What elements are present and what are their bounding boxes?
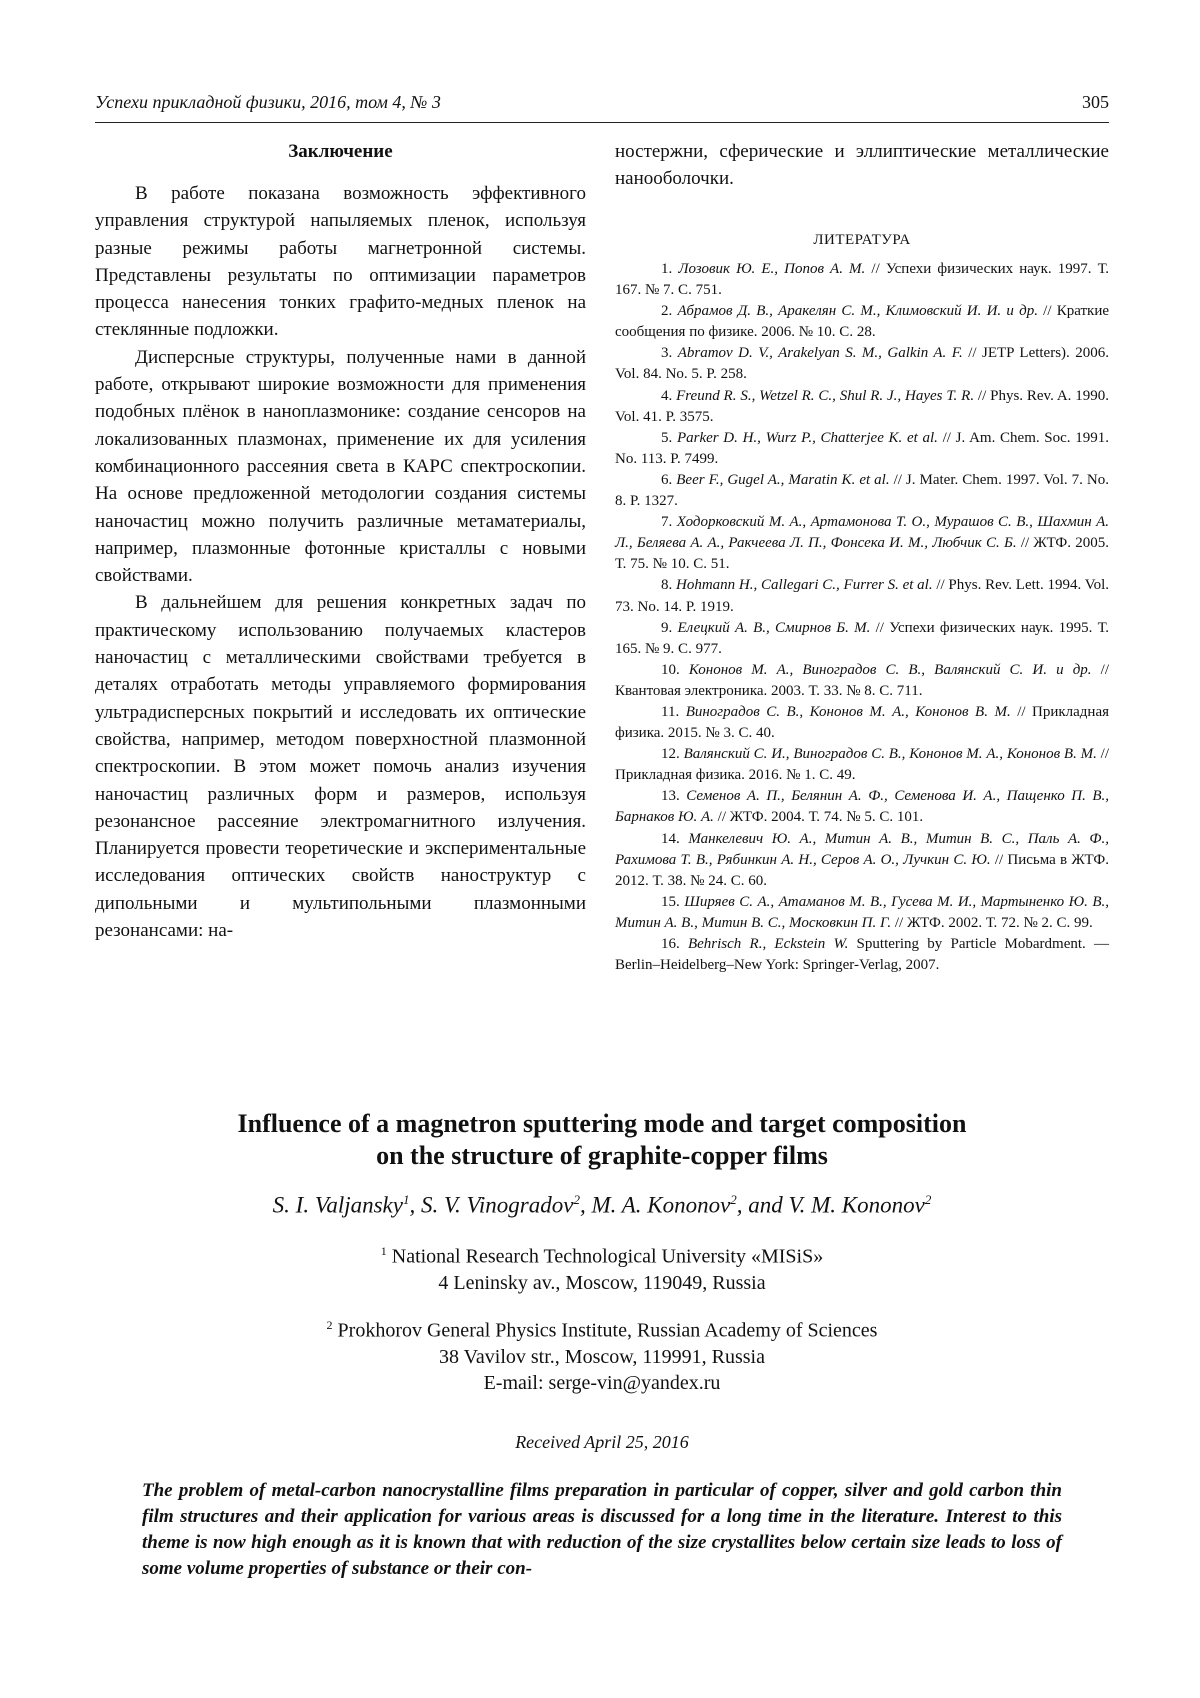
reference-number: 12. <box>661 746 680 763</box>
author-affiliation-mark: 1 <box>402 1192 410 1207</box>
reference-item <box>615 829 1109 892</box>
conclusion-paragraph: Дисперсные структуры, полученные нами в данной работе, открывают широкие возможности для применения подобных плёнок в наноплазмонике: создание сенсоров на локализованных плазмонах, применение их для усиления комбинационного рассеяния света в КАРС спектроскопии. На основе предложенной методологии создания системы наночастиц можно получить различные метаматериалы, например, плазмонные фотонные кристаллы с новыми свойствами. <box>95 346 586 587</box>
conclusion-section <box>95 140 586 944</box>
reference-source: // Успехи физических наук. 1995. Т. 165. № 9. С. 977. <box>615 619 1110 657</box>
reference-source: // Phys. Rev. Lett. 1994. Vol. 73. No. 14. P. 1919. <box>615 577 1110 615</box>
conclusion-paragraph: В работе показана возможность эффективного управления структурой напыляемых пленок, используя разные режимы работы магнетронной системы. Представлены результаты по оптимизации параметров процесса нанесения тонких графито-медных пленок на стеклянные подложки. <box>95 183 586 341</box>
author-affiliation-mark: 2 <box>924 1192 932 1207</box>
reference-source: // Phys. Rev. A. 1990. Vol. 41. P. 3575. <box>615 387 1110 425</box>
reference-item <box>615 386 1109 428</box>
conclusion-continuation: ностержни, сферические и эллиптические металлические нанооболочки. <box>615 141 1109 189</box>
reference-authors: Манкелевич Ю. А., Митин А. В., Митин В. С., Паль А. Ф., Рахимова Т. В., Рябинкин А. Н., Серов А. О., Лучкин С. Ю. <box>615 830 1109 868</box>
reference-source: // Успехи физических наук. 1997. Т. 167. № 7. С. 751. <box>615 261 1110 299</box>
affiliation-2 <box>95 1312 1109 1396</box>
reference-authors: Hohmann H., Callegari C., Furrer S. et al. <box>676 577 933 594</box>
reference-authors: Кононов М. А., Виноградов С. В., Валянский С. И. и др. <box>688 661 1092 678</box>
reference-source: // Прикладная физика. 2015. № 3. С. 40. <box>615 703 1110 742</box>
reference-source: // Письма в ЖТФ. 2012. Т. 38. № 24. С. 60. <box>615 851 1109 889</box>
reference-item <box>615 343 1109 385</box>
references-title: ЛИТЕРАТУРА <box>813 232 911 248</box>
reference-authors: Abramov D. V., Arakelyan S. M., Galkin A. F. <box>677 345 963 362</box>
reference-authors: Beer F., Gugel A., Maratin K. et al. <box>676 471 890 488</box>
contact-email: E-mail: serge-vin@yandex.ru <box>483 1371 721 1394</box>
reference-source: // ЖТФ. 2005. Т. 75. № 10. С. 51. <box>615 535 1109 573</box>
reference-source: // Квантовая электроника. 2003. Т. 33. № 8. С. 711. <box>615 661 1109 699</box>
author-name: S. V. Vinogradov <box>420 1192 574 1218</box>
reference-number: 13. <box>661 788 680 805</box>
affiliation-1 <box>95 1238 1109 1296</box>
affiliation-address: 38 Vavilov str., Moscow, 119991, Russia <box>439 1345 765 1368</box>
paper-title-line: Influence of a magnetron sputtering mode and target composition <box>237 1109 967 1138</box>
reference-number: 3. <box>661 345 673 362</box>
reference-item <box>615 301 1109 343</box>
reference-source: // ЖТФ. 2004. Т. 74. № 5. С. 101. <box>713 809 924 826</box>
paper-title <box>95 1108 1109 1172</box>
reference-source: // Краткие сообщения по физике. 2006. № 10. С. 28. <box>615 303 1110 341</box>
affiliation-mark: 1 <box>380 1244 387 1258</box>
reference-source: // J. Am. Chem. Soc. 1991. No. 113. P. 7499. <box>615 429 1109 467</box>
references-list <box>615 259 1109 976</box>
reference-item <box>615 470 1109 512</box>
reference-item <box>615 428 1109 470</box>
reference-authors: Behrisch R., Eckstein W. <box>687 936 849 952</box>
journal-title: Успехи прикладной физики, 2016, том 4, № 3 <box>95 92 441 112</box>
affiliation-name: Prokhorov General Physics Institute, Russian Academy of Sciences <box>337 1319 878 1342</box>
reference-number: 1. <box>661 261 673 277</box>
reference-authors: Абрамов Д. В., Аракелян С. М., Климовский И. И. и др. <box>677 303 1038 320</box>
reference-authors: Ширяев С. А., Атаманов М. В., Гусева М. И., Мартыненко Ю. В., Митин А. В., Митин В. С., Московкин П. Г. <box>615 893 1109 931</box>
author-affiliation-mark: 2 <box>573 1192 580 1207</box>
author-list <box>95 1192 1109 1219</box>
reference-authors: Валянский С. И., Виноградов С. В., Кононов М. А., Кононов В. М. <box>683 746 1097 763</box>
author-name: S. I. Valjansky <box>272 1192 403 1218</box>
affiliation-name: National Research Technological University «MISiS» <box>391 1245 824 1268</box>
author-separator: , <box>409 1192 421 1218</box>
affiliation-mark: 2 <box>326 1318 333 1332</box>
page-number: 305 <box>1082 92 1109 112</box>
reference-source: // ЖТФ. 2002. Т. 72. № 2. С. 99. <box>891 914 1093 931</box>
reference-item <box>615 575 1109 617</box>
reference-source: Sputtering by Particle Mobardment. — Berlin–Heidelberg–New York: Springer-Verlag, 2007. <box>615 936 1110 974</box>
reference-authors: Лозовик Ю. Е., Попов А. М. <box>678 261 866 277</box>
reference-item <box>615 892 1109 934</box>
reference-number: 16. <box>661 936 680 952</box>
reference-authors: Freund R. S., Wetzel R. C., Shul R. J., Hayes T. R. <box>676 387 975 404</box>
reference-number: 6. <box>661 471 673 488</box>
reference-source: // Прикладная физика. 2016. № 1. С. 49. <box>615 746 1110 784</box>
reference-number: 5. <box>661 429 673 446</box>
reference-number: 4. <box>661 387 673 404</box>
paper-title-line: on the structure of graphite-copper films <box>376 1141 828 1170</box>
reference-item <box>615 259 1109 301</box>
conclusion-title: Заключение <box>288 141 393 162</box>
reference-item <box>615 618 1109 660</box>
reference-number: 8. <box>661 577 673 594</box>
reference-item <box>615 660 1109 702</box>
reference-source: // JETP Letters). 2006. Vol. 84. No. 5. P. 258. <box>615 345 1110 383</box>
reference-item <box>615 934 1109 976</box>
author-name: V. M. Kononov <box>788 1192 925 1218</box>
author-separator: , and <box>736 1192 789 1218</box>
reference-number: 7. <box>661 514 673 531</box>
reference-authors: Елецкий А. В., Смирнов Б. М. <box>677 619 871 636</box>
reference-item <box>615 702 1109 744</box>
author-name: M. A. Kononov <box>591 1192 731 1218</box>
reference-number: 11. <box>661 703 680 720</box>
reference-authors: Виноградов С. В., Кононов М. А., Кононов В. М. <box>685 703 1011 720</box>
reference-source: // J. Mater. Chem. 1997. Vol. 7. No. 8. P. 1327. <box>615 471 1110 510</box>
running-header <box>95 92 1109 123</box>
abstract: The problem of metal-carbon nanocrystalline films preparation in particular of copper, silver and gold carbon thin film structures and their application for various areas is discussed for a long time in the literature. Interest to this theme is now high enough as it is known that with reduction of the size crystallites below certain size leads to loss of some volume properties of substance or their con- <box>142 1480 1062 1579</box>
received-date: Received April 25, 2016 <box>515 1432 689 1452</box>
reference-item <box>615 512 1109 575</box>
reference-item <box>615 744 1109 786</box>
reference-item <box>615 786 1109 828</box>
affiliation-address: 4 Leninsky av., Moscow, 119049, Russia <box>438 1271 766 1294</box>
conclusion-paragraph: В дальнейшем для решения конкретных задач по практическому использованию получаемых кластеров наночастиц с металлическими свойствами требуется в деталях отработать методы управляемого формирования ультрадисперсных покрытий и исследовать их оптические свойства, например, методом поверхностной плазмонной спектроскопии. В этом может помочь анализ изучения наночастиц различных форм и размеров, используя резонансное рассеяние электромагнитного излучения. Планируется провести теоретические и экспериментальные исследования оптических свойств наноструктур с дипольными и мультипольными плазмонными резонансами: на- <box>95 592 586 942</box>
reference-authors: Семенов А. П., Белянин А. Ф., Семенова И. А., Пащенко П. В., Барнаков Ю. А. <box>615 788 1110 826</box>
author-separator: , <box>579 1192 592 1218</box>
reference-authors: Ходорковский М. А., Артамонова Т. О., Мурашов С. В., Шахмин А. Л., Беляева А. А., Ракчеева Л. П., Фонсека И. М., Любчик С. Б. <box>615 514 1110 552</box>
reference-number: 9. <box>661 619 673 636</box>
reference-number: 2. <box>661 303 673 320</box>
author-affiliation-mark: 2 <box>730 1192 737 1207</box>
reference-authors: Parker D. H., Wurz P., Chatterjee K. et al. <box>676 429 938 446</box>
reference-number: 10. <box>661 661 680 678</box>
right-column <box>615 138 1109 976</box>
reference-number: 14. <box>661 830 680 847</box>
reference-number: 15. <box>661 893 680 910</box>
